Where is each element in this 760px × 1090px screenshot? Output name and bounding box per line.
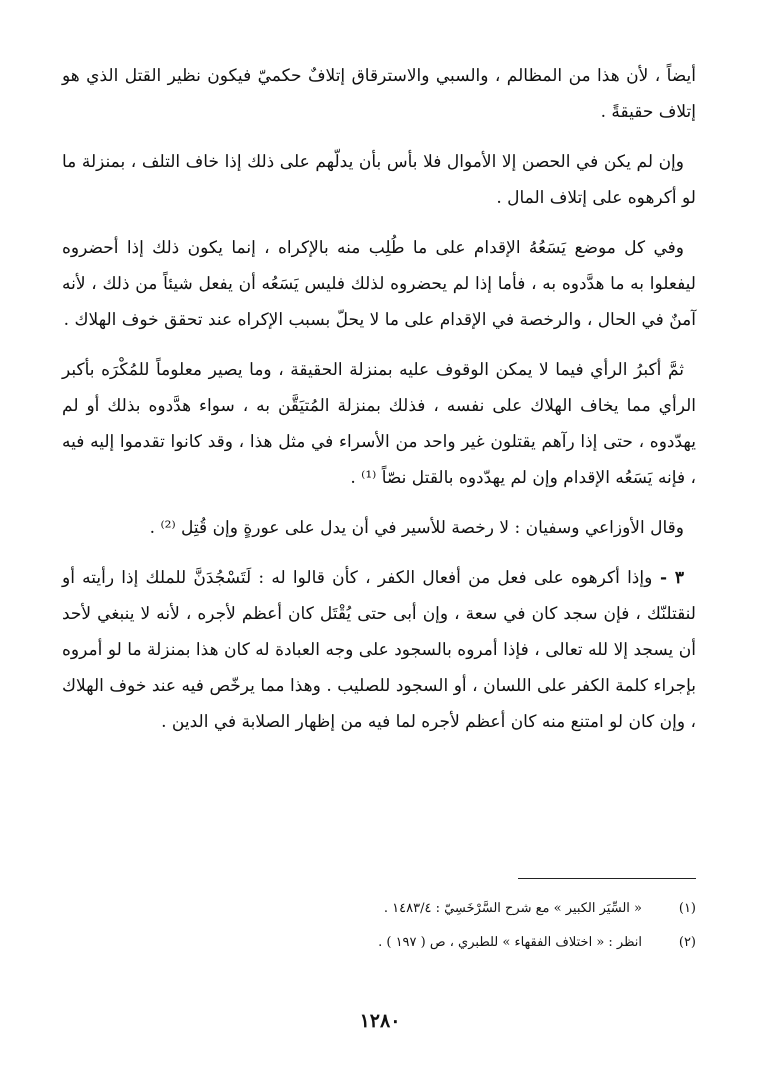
footnote-text: انظر : « اختلاف الفقهاء » للطبري ، ص ( ١٩٧ ) . bbox=[378, 935, 642, 950]
paragraph-fortress: وإن لم يكن في الحصن إلا الأموال فلا بأس بأن يدلّهم على ذلك إذا خاف التلف ، بمنزلة ما لو أكرهوه على إتلاف المال . bbox=[62, 152, 696, 208]
paragraph-predominant-opinion: ثمَّ أكبرُ الرأي فيما لا يمكن الوقوف عليه بمنزلة الحقيقة ، وما يصير معلوماً للمُكْرَه بأكبر الرأي مما يخاف الهلاك على نفسه ، فذلك بمنزلة المُتيَقَّن به ، سواء هدَّدوه بذلك أو لم يهدّدوه ، حتى إذا رآهم يقتلون غير واحد من الأسراء في مثل هذا ، وقد كانوا تقدموا إليه فيه ، فإنه يَسَعُه الإقدام وإن لم يهدّدوه بالقتل نصّاً ⁽¹⁾ . bbox=[62, 360, 696, 488]
footnotes bbox=[62, 892, 696, 960]
footnote-text: « السِّيَر الكبير » مع شرح السَّرْخَسِيّ : ١٤٨٣/٤ . bbox=[383, 901, 642, 916]
page-number: ١٢٨٠ bbox=[359, 1010, 401, 1032]
footnote-number: (٢) bbox=[678, 935, 696, 950]
footnote-1 bbox=[62, 892, 696, 926]
paragraph-section-3 bbox=[62, 560, 696, 740]
main-text bbox=[62, 58, 696, 754]
paragraph-coercion-scope: وفي كل موضع يَسَعُهُ الإقدام على ما طُلِب منه بالإكراه ، إنما يكون ذلك إذا أحضروه ليفعلوا به ما هدَّدوه به ، فأما إذا لم يحضروه لذلك فليس يَسَعُه أن يفعل شيئاً من ذلك ، لأنه آمنٌ في الحال ، والرخصة في الإقدام على ما لا يحلّ بسبب الإكراه عند تحقق خوف الهلاك . bbox=[62, 238, 696, 330]
footnote-2 bbox=[62, 926, 696, 960]
footnote-divider bbox=[518, 878, 696, 879]
footnote-number: (١) bbox=[678, 901, 696, 916]
paragraph-continuation: أيضاً ، لأن هذا من المظالم ، والسبي والاسترقاق إتلافٌ حكميّ فيكون نظير القتل الذي هو إتلاف حقيقةً . bbox=[62, 66, 696, 122]
section-number: ٣ - bbox=[652, 568, 684, 588]
section-3-text: وإذا أكرهوه على فعل من أفعال الكفر ، كأن قالوا له : لَتَسْجُدَنَّ للملك إذا رأيته أو لنقتلنّك ، فإن سجد كان في سعة ، وإن أبى حتى يُقْتَل كان أعظم لأجره ، لأنه لا ينبغي لأحد أن يسجد إلا لله تعالى ، فإذا أمروه بالسجود على وجه العبادة له كان هذا بمنزلة ما لو أمروه بإجراء كلمة الكفر على اللسان ، أو السجود للصليب . وهذا مما يرخّص فيه عند خوف الهلاك ، وإن كان لو امتنع منه كان أعظم لأجره لما فيه من إظهار الصلابة في الدين . bbox=[62, 568, 696, 732]
paragraph-awzai-opinion: وقال الأوزاعي وسفيان : لا رخصة للأسير في أن يدل على عورةٍ وإن قُتِل ⁽²⁾ . bbox=[149, 518, 684, 538]
